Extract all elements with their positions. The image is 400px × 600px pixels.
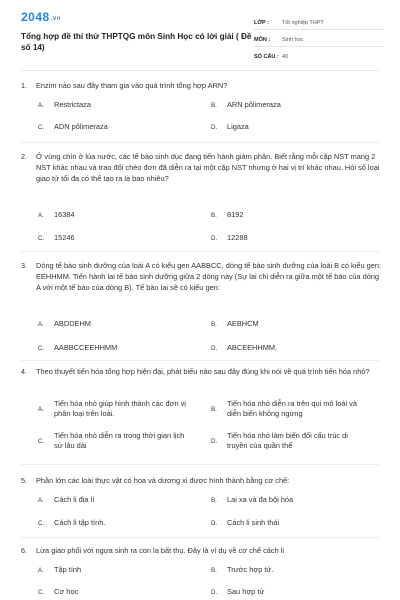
option-letter: C. <box>38 344 45 352</box>
option-text: Lai xa và đa bội hóa <box>227 495 294 504</box>
meta-value: 40 <box>282 53 289 60</box>
option-d[interactable] <box>211 518 279 528</box>
question-1 <box>21 80 381 131</box>
option-letter: A. <box>38 320 44 328</box>
option-letter: B. <box>211 211 217 219</box>
question-6 <box>21 545 381 596</box>
option-letter: B. <box>211 566 217 574</box>
option-letter: D. <box>211 234 218 242</box>
question-number: 2. <box>21 152 27 161</box>
option-text: Cơ học <box>54 587 79 596</box>
option-b[interactable] <box>211 319 259 329</box>
option-letter: D. <box>211 344 218 352</box>
option-letter: A. <box>38 496 44 504</box>
meta-row-count <box>254 50 384 63</box>
option-text: Tiến hóa nhỏ diễn ra trên qui mô loài và diễn biến không ngừng <box>227 399 357 418</box>
option-letter: A. <box>38 211 44 219</box>
meta-value: Sinh học <box>282 36 304 43</box>
option-d[interactable] <box>211 343 277 353</box>
option-text: Restrictaza <box>54 100 91 109</box>
option-letter: C. <box>38 437 45 445</box>
option-letter: B. <box>211 320 217 328</box>
option-letter: A. <box>38 566 44 574</box>
option-c[interactable] <box>38 518 105 528</box>
option-letter: C. <box>38 519 45 527</box>
option-text: ABCEEHHMM. <box>227 343 278 352</box>
question-divider <box>21 464 379 465</box>
option-d[interactable] <box>211 587 264 597</box>
option-a[interactable] <box>38 495 94 505</box>
option-text: Trước hợp tử. <box>227 565 274 574</box>
question-4 <box>21 366 381 450</box>
option-letter: C. <box>38 234 45 242</box>
option-text: AEBHCM <box>227 319 259 328</box>
option-text: ABDDEHM <box>54 319 91 328</box>
question-number: 1. <box>21 81 27 90</box>
option-letter: B. <box>211 496 217 504</box>
option-letter: A. <box>38 405 44 413</box>
question-divider <box>21 142 379 143</box>
option-c[interactable] <box>38 587 78 597</box>
option-text: ADN pôlimeraza <box>54 122 108 131</box>
option-text: Ligaza <box>227 122 249 131</box>
option-c[interactable] <box>38 431 194 451</box>
question-text: Ở vùng chín ở lúa nước, các tế bào sinh dục đang tiến hành giảm phân. Biết rằng mỗi cặp NST mang 2 NST khác nhau và trao đổi chéo đơn đã diễn ra tại một cặp NST nhưng ở hai vị trí khác nhau. Hỏi số loại giao tử tối đa có thể tạo ra là bao nhiêu? <box>36 152 380 183</box>
meta-value: Tốt nghiệp THPT <box>282 19 324 26</box>
option-letter: D. <box>211 519 218 527</box>
option-b[interactable] <box>211 210 243 220</box>
header <box>0 0 400 70</box>
question-text: Dòng tế bào sinh dưỡng của loài A có kiểu gen AABBCC, dòng tế bào sinh dưỡng của loài B có kiểu gen: EEHHMM. Tiến hành lai tế bào sinh dưỡng giữa 2 dòng này (Sự lai chỉ diễn ra giữa một tế bào của dòng A với một tế bào của dòng B). Tế bào lai sẽ có kiểu gen: <box>36 261 382 292</box>
option-a[interactable] <box>38 399 194 419</box>
meta-key: SỐ CÂU : <box>254 53 279 60</box>
meta-key: LỚP : <box>254 19 269 26</box>
question-5 <box>21 475 381 527</box>
option-c[interactable] <box>38 233 75 243</box>
option-b[interactable] <box>211 495 293 505</box>
option-letter: D. <box>211 588 218 596</box>
question-number: 5. <box>21 476 27 485</box>
option-a[interactable] <box>38 319 91 329</box>
option-letter: C. <box>38 123 45 131</box>
option-letter: B. <box>211 101 217 109</box>
question-text: Theo thuyết tiến hóa tổng hợp hiện đại, phát biểu nào sau đây đúng khi nói về quá trình tiến hóa nhỏ? <box>36 367 370 376</box>
exam-meta <box>254 16 384 66</box>
option-b[interactable] <box>211 565 273 575</box>
option-a[interactable] <box>38 100 91 110</box>
question-number: 4. <box>21 367 27 376</box>
logo-suffix: .vn <box>50 16 61 22</box>
question-number: 6. <box>21 546 27 555</box>
option-text: Tập tính <box>54 565 82 574</box>
option-letter: D. <box>211 437 218 445</box>
option-text: Cách li tập tính. <box>54 518 106 527</box>
option-text: Tiến hóa nhỏ làm biến đổi cấu trúc di truyền của quần thể <box>227 431 348 450</box>
site-logo[interactable] <box>21 10 61 24</box>
option-c[interactable] <box>38 122 108 132</box>
question-number: 3. <box>21 261 27 270</box>
option-text: 15246 <box>54 233 75 242</box>
question-2 <box>21 151 381 242</box>
option-a[interactable] <box>38 565 81 575</box>
question-divider <box>21 360 379 361</box>
option-letter: C. <box>38 588 45 596</box>
option-text: Sau hợp tử <box>227 587 265 596</box>
page-title: Tổng hợp đề thi thử THPTQG môn Sinh Học có lời giải ( Đề số 14) <box>21 32 252 52</box>
meta-row-subject <box>254 33 384 47</box>
question-divider <box>21 537 379 538</box>
option-letter: A. <box>38 101 44 109</box>
option-text: AABBCCEEHHMM <box>54 343 118 352</box>
option-text: Cách li địa lí <box>54 495 95 504</box>
option-text: 8192 <box>227 210 244 219</box>
option-b[interactable] <box>211 399 367 419</box>
option-a[interactable] <box>38 210 75 220</box>
question-text: Enzim nào sau đây tham gia vào quá trình tổng hợp ARN? <box>36 81 228 90</box>
option-text: Tiến hóa nhỏ diễn ra trong thời gian lịch sử lâu dài <box>54 431 185 450</box>
header-divider <box>21 70 379 71</box>
option-text: 12288 <box>227 233 248 242</box>
option-text: 16384 <box>54 210 75 219</box>
option-d[interactable] <box>211 431 367 451</box>
option-text: Tiến hóa nhỏ giúp hình thành các đơn vị phân loại trên loài. <box>54 399 186 418</box>
logo-text: 2048 <box>21 10 50 24</box>
option-d[interactable] <box>211 233 248 243</box>
question-3 <box>21 260 382 352</box>
option-d[interactable] <box>211 122 249 132</box>
option-text: ARN pôlimeraza <box>227 100 281 109</box>
option-text: Cách li sinh thái <box>227 518 280 527</box>
question-text: Lừa giao phối với ngựa sinh ra con la bất thụ. Đây là ví dụ về cơ chế cách li <box>36 546 285 555</box>
meta-key: MÔN : <box>254 36 271 43</box>
meta-row-class <box>254 16 384 30</box>
option-b[interactable] <box>211 100 281 110</box>
option-letter: B. <box>211 405 217 413</box>
option-letter: D. <box>211 123 218 131</box>
option-c[interactable] <box>38 343 117 353</box>
question-text: Phần lớn các loài thực vật có hoa và dương xỉ được hình thành bằng cơ chế: <box>36 476 290 485</box>
question-divider <box>21 251 379 252</box>
